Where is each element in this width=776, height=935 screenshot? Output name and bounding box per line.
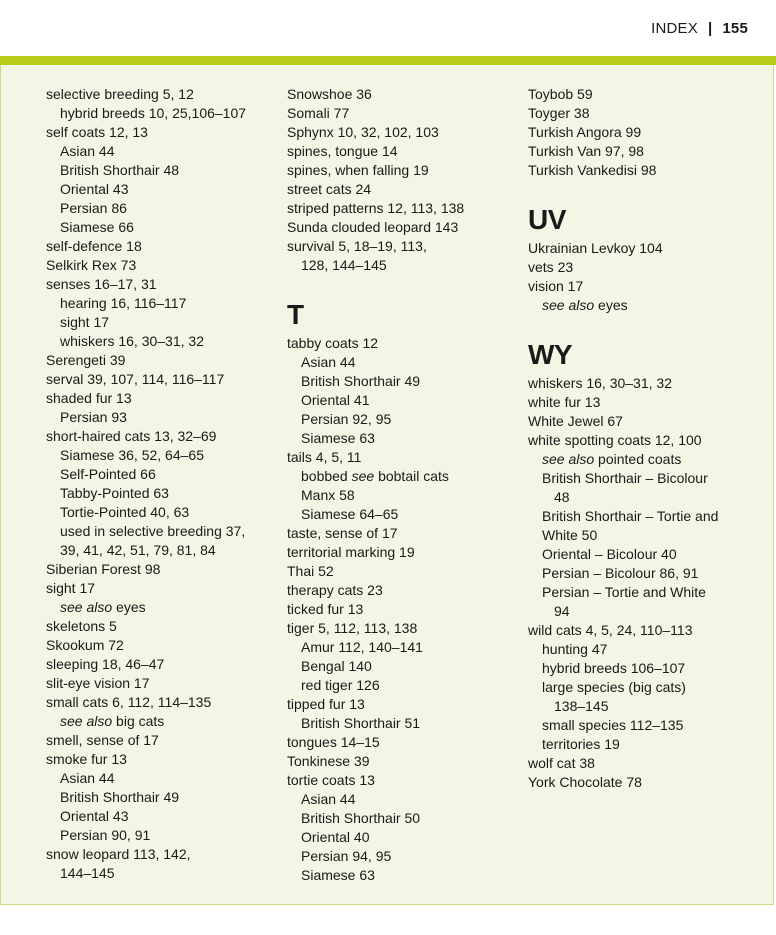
entry-text: tipped fur 13 xyxy=(287,696,365,712)
index-entry xyxy=(46,123,278,142)
cross-reference-label: see xyxy=(351,468,375,484)
index-column-3 xyxy=(528,85,760,792)
index-subentry xyxy=(46,332,278,351)
entry-text: Asian 44 xyxy=(60,770,115,786)
entry-text: white fur 13 xyxy=(528,394,601,410)
entry-text: Toyger 38 xyxy=(528,105,590,121)
entry-text: 39, 41, 42, 51, 79, 81, 84 xyxy=(60,542,216,558)
cross-reference-label: see also xyxy=(542,451,595,467)
index-entry xyxy=(287,85,519,104)
entry-text: smell, sense of 17 xyxy=(46,732,159,748)
entry-text: Persian – Bicolour 86, 91 xyxy=(542,565,699,581)
entry-text: 138–145 xyxy=(554,698,609,714)
index-subentry xyxy=(287,638,519,657)
index-entry xyxy=(287,237,519,256)
entry-text: British Shorthair – Bicolour xyxy=(542,470,708,486)
index-entry xyxy=(46,731,278,750)
index-entry xyxy=(287,600,519,619)
index-subentry xyxy=(528,488,760,507)
entry-text: sleeping 18, 46–47 xyxy=(46,656,165,672)
entry-text: Oriental – Bicolour 40 xyxy=(542,546,677,562)
index-subentry xyxy=(287,353,519,372)
index-entry xyxy=(287,524,519,543)
entry-text: small species 112–135 xyxy=(542,717,684,733)
entry-text: small cats 6, 112, 114–135 xyxy=(46,694,212,710)
entry-text: Oriental 43 xyxy=(60,181,129,197)
index-subentry xyxy=(46,199,278,218)
entry-text: striped patterns 12, 113, 138 xyxy=(287,200,465,216)
index-subentry xyxy=(46,522,278,541)
index-subentry xyxy=(46,598,278,617)
entry-text: 128, 144–145 xyxy=(301,257,387,273)
index-subentry xyxy=(46,807,278,826)
index-panel xyxy=(0,65,774,905)
index-subentry xyxy=(287,714,519,733)
cross-reference-label: see also xyxy=(60,713,113,729)
index-entry xyxy=(287,104,519,123)
index-entry xyxy=(287,334,519,353)
index-entry xyxy=(46,693,278,712)
index-subentry xyxy=(287,676,519,695)
entry-text: taste, sense of 17 xyxy=(287,525,398,541)
index-entry xyxy=(46,636,278,655)
index-subentry xyxy=(46,541,278,560)
entry-text: slit-eye vision 17 xyxy=(46,675,150,691)
entry-text: Siamese 66 xyxy=(60,219,134,235)
index-subentry xyxy=(46,826,278,845)
index-entry xyxy=(528,161,760,180)
entry-text: tongues 14–15 xyxy=(287,734,380,750)
entry-text: Turkish Van 97, 98 xyxy=(528,143,644,159)
entry-text: British Shorthair 49 xyxy=(60,789,180,805)
entry-text: territories 19 xyxy=(542,736,620,752)
index-subentry xyxy=(46,294,278,313)
entry-text: Siamese 36, 52, 64–65 xyxy=(60,447,204,463)
entry-text: big cats xyxy=(112,713,165,729)
index-letter-heading: T xyxy=(287,299,304,330)
index-entry xyxy=(528,258,760,277)
entry-text: smoke fur 13 xyxy=(46,751,127,767)
index-entry xyxy=(528,123,760,142)
entry-text: Persian – Tortie and White xyxy=(542,584,706,600)
entry-text: British Shorthair 51 xyxy=(301,715,421,731)
entry-text: territorial marking 19 xyxy=(287,544,415,560)
entry-text: Sphynx 10, 32, 102, 103 xyxy=(287,124,439,140)
entry-text: Siamese 63 xyxy=(301,430,375,446)
entry-text: shaded fur 13 xyxy=(46,390,132,406)
entry-text: Thai 52 xyxy=(287,563,334,579)
entry-text: Oriental 40 xyxy=(301,829,370,845)
entry-text: Manx 58 xyxy=(301,487,355,503)
entry-text: 48 xyxy=(554,489,570,505)
page-number: 155 xyxy=(722,20,748,37)
index-entry xyxy=(287,123,519,142)
entry-text: Serengeti 39 xyxy=(46,352,126,368)
entry-text: Persian 86 xyxy=(60,200,127,216)
entry-text: Asian 44 xyxy=(301,791,356,807)
entry-text: British Shorthair 50 xyxy=(301,810,421,826)
entry-text: Tortie-Pointed 40, 63 xyxy=(60,504,190,520)
entry-text: Asian 44 xyxy=(301,354,356,370)
index-subentry xyxy=(46,769,278,788)
entry-text: Oriental 43 xyxy=(60,808,129,824)
entry-text: Asian 44 xyxy=(60,143,115,159)
index-entry xyxy=(46,560,278,579)
index-entry xyxy=(46,370,278,389)
index-subentry xyxy=(287,467,519,486)
index-subentry xyxy=(528,564,760,583)
entry-text: Ukrainian Levkoy 104 xyxy=(528,240,663,256)
index-subentry xyxy=(528,450,760,469)
entry-text: Siamese 63 xyxy=(301,867,375,883)
index-entry xyxy=(287,771,519,790)
index-entry xyxy=(528,754,760,773)
index-subentry xyxy=(287,372,519,391)
index-entry xyxy=(528,431,760,450)
entry-text: Selkirk Rex 73 xyxy=(46,257,137,273)
index-subentry xyxy=(287,657,519,676)
index-entry xyxy=(46,351,278,370)
entry-text: wild cats 4, 5, 24, 110–113 xyxy=(528,622,693,638)
index-subentry xyxy=(46,313,278,332)
index-entry xyxy=(287,733,519,752)
index-column-2 xyxy=(287,85,519,885)
index-subentry xyxy=(528,678,760,697)
entry-prefix: bobbed xyxy=(301,468,352,484)
entry-text: Amur 112, 140–141 xyxy=(301,639,423,655)
entry-text: vision 17 xyxy=(528,278,584,294)
index-entry xyxy=(528,239,760,258)
entry-text: sight 17 xyxy=(60,314,110,330)
index-entry xyxy=(46,85,278,104)
entry-text: short-haired cats 13, 32–69 xyxy=(46,428,217,444)
index-entry xyxy=(287,218,519,237)
entry-text: used in selective breeding 37, xyxy=(60,523,246,539)
index-subentry xyxy=(287,391,519,410)
entry-text: whiskers 16, 30–31, 32 xyxy=(60,333,204,349)
entry-text: hybrid breeds 106–107 xyxy=(542,660,686,676)
entry-text: hunting 47 xyxy=(542,641,608,657)
entry-text: British Shorthair 49 xyxy=(301,373,421,389)
entry-text: pointed coats xyxy=(594,451,682,467)
index-subentry xyxy=(528,640,760,659)
entry-text: street cats 24 xyxy=(287,181,372,197)
entry-text: Sunda clouded leopard 143 xyxy=(287,219,459,235)
index-entry xyxy=(287,199,519,218)
index-subentry xyxy=(528,526,760,545)
running-head xyxy=(651,20,748,37)
header-separator: | xyxy=(707,20,713,37)
index-entry xyxy=(287,161,519,180)
entry-text: Toybob 59 xyxy=(528,86,593,102)
entry-text: Tonkinese 39 xyxy=(287,753,370,769)
index-subentry xyxy=(46,408,278,427)
index-subentry xyxy=(287,256,519,275)
index-entry xyxy=(46,256,278,275)
index-subentry xyxy=(287,866,519,885)
entry-text: tortie coats 13 xyxy=(287,772,375,788)
entry-text: spines, tongue 14 xyxy=(287,143,398,159)
entry-text: Somali 77 xyxy=(287,105,350,121)
entry-text: Turkish Angora 99 xyxy=(528,124,642,140)
entry-text: spines, when falling 19 xyxy=(287,162,429,178)
entry-text: vets 23 xyxy=(528,259,574,275)
entry-text: bobtail cats xyxy=(374,468,449,484)
index-entry xyxy=(528,393,760,412)
entry-text: senses 16–17, 31 xyxy=(46,276,157,292)
index-column-1 xyxy=(46,85,278,883)
index-entry xyxy=(46,617,278,636)
entry-text: Persian 90, 91 xyxy=(60,827,151,843)
entry-text: large species (big cats) xyxy=(542,679,686,695)
index-entry xyxy=(46,389,278,408)
index-subentry xyxy=(528,583,760,602)
entry-text: 94 xyxy=(554,603,570,619)
index-subentry xyxy=(46,503,278,522)
index-subentry xyxy=(528,697,760,716)
entry-text: eyes xyxy=(112,599,146,615)
index-subentry xyxy=(46,484,278,503)
entry-text: selective breeding 5, 12 xyxy=(46,86,194,102)
entry-text: Turkish Vankedisi 98 xyxy=(528,162,657,178)
index-subentry xyxy=(528,545,760,564)
index-entry xyxy=(528,277,760,296)
cross-reference-label: see also xyxy=(60,599,113,615)
index-entry xyxy=(46,750,278,769)
index-entry xyxy=(287,619,519,638)
index-entry xyxy=(528,142,760,161)
index-subentry xyxy=(46,712,278,731)
index-subentry xyxy=(46,180,278,199)
entry-text: eyes xyxy=(594,297,628,313)
index-subentry xyxy=(287,410,519,429)
accent-bar xyxy=(0,56,776,65)
entry-text: tiger 5, 112, 113, 138 xyxy=(287,620,418,636)
index-entry xyxy=(287,543,519,562)
index-entry xyxy=(46,427,278,446)
entry-text: ticked fur 13 xyxy=(287,601,364,617)
entry-text: sight 17 xyxy=(46,580,96,596)
index-subentry xyxy=(46,788,278,807)
index-entry xyxy=(528,104,760,123)
index-subentry xyxy=(46,446,278,465)
index-subentry xyxy=(528,716,760,735)
entry-text: tails 4, 5, 11 xyxy=(287,449,362,465)
index-subentry xyxy=(287,505,519,524)
entry-text: Persian 94, 95 xyxy=(301,848,392,864)
index-subentry xyxy=(46,104,278,123)
entry-text: red tiger 126 xyxy=(301,677,380,693)
index-entry xyxy=(287,581,519,600)
entry-text: British Shorthair – Tortie and xyxy=(542,508,719,524)
index-entry xyxy=(46,579,278,598)
entry-text: serval 39, 107, 114, 116–117 xyxy=(46,371,225,387)
entry-text: York Chocolate 78 xyxy=(528,774,642,790)
entry-text: snow leopard 113, 142, xyxy=(46,846,191,862)
entry-text: hearing 16, 116–117 xyxy=(60,295,187,311)
entry-text: white spotting coats 12, 100 xyxy=(528,432,702,448)
entry-text: White 50 xyxy=(542,527,598,543)
index-subentry xyxy=(46,161,278,180)
index-subentry xyxy=(287,486,519,505)
entry-text: therapy cats 23 xyxy=(287,582,383,598)
index-subentry xyxy=(46,864,278,883)
entry-text: wolf cat 38 xyxy=(528,755,595,771)
index-subentry xyxy=(46,465,278,484)
entry-text: Snowshoe 36 xyxy=(287,86,372,102)
index-entry xyxy=(46,237,278,256)
index-subentry xyxy=(528,296,760,315)
index-entry xyxy=(287,752,519,771)
index-subentry xyxy=(528,659,760,678)
entry-text: White Jewel 67 xyxy=(528,413,623,429)
index-entry xyxy=(528,621,760,640)
index-letter-heading: WY xyxy=(528,339,573,370)
entry-text: Siberian Forest 98 xyxy=(46,561,161,577)
entry-text: British Shorthair 48 xyxy=(60,162,180,178)
index-subentry xyxy=(528,735,760,754)
entry-text: Self-Pointed 66 xyxy=(60,466,156,482)
entry-text: survival 5, 18–19, 113, xyxy=(287,238,427,254)
index-subentry xyxy=(46,218,278,237)
index-entry xyxy=(46,275,278,294)
entry-text: Bengal 140 xyxy=(301,658,372,674)
index-entry xyxy=(46,674,278,693)
entry-text: Siamese 64–65 xyxy=(301,506,399,522)
index-entry xyxy=(528,773,760,792)
index-entry xyxy=(528,374,760,393)
entry-text: Oriental 41 xyxy=(301,392,370,408)
entry-text: self-defence 18 xyxy=(46,238,142,254)
index-entry xyxy=(287,448,519,467)
index-subentry xyxy=(528,507,760,526)
page-header xyxy=(0,0,776,56)
index-subentry xyxy=(528,602,760,621)
index-subentry xyxy=(46,142,278,161)
index-entry xyxy=(287,695,519,714)
entry-text: Skookum 72 xyxy=(46,637,124,653)
entry-text: 144–145 xyxy=(60,865,115,881)
entry-text: tabby coats 12 xyxy=(287,335,379,351)
index-subentry xyxy=(528,469,760,488)
entry-text: Tabby-Pointed 63 xyxy=(60,485,169,501)
index-entry xyxy=(287,180,519,199)
index-subentry xyxy=(287,809,519,828)
entry-text: hybrid breeds 10, 25,106–107 xyxy=(60,105,247,121)
index-subentry xyxy=(287,790,519,809)
index-subentry xyxy=(287,429,519,448)
index-entry xyxy=(528,85,760,104)
index-entry xyxy=(287,562,519,581)
index-entry xyxy=(528,412,760,431)
entry-text: Persian 93 xyxy=(60,409,127,425)
index-entry xyxy=(46,845,278,864)
index-subentry xyxy=(287,828,519,847)
entry-text: Persian 92, 95 xyxy=(301,411,392,427)
entry-text: self coats 12, 13 xyxy=(46,124,148,140)
index-entry xyxy=(46,655,278,674)
entry-text: whiskers 16, 30–31, 32 xyxy=(528,375,672,391)
index-letter-heading: UV xyxy=(528,204,566,235)
entry-text: skeletons 5 xyxy=(46,618,117,634)
cross-reference-label: see also xyxy=(542,297,595,313)
index-entry xyxy=(287,142,519,161)
section-title: INDEX xyxy=(651,20,698,37)
index-subentry xyxy=(287,847,519,866)
